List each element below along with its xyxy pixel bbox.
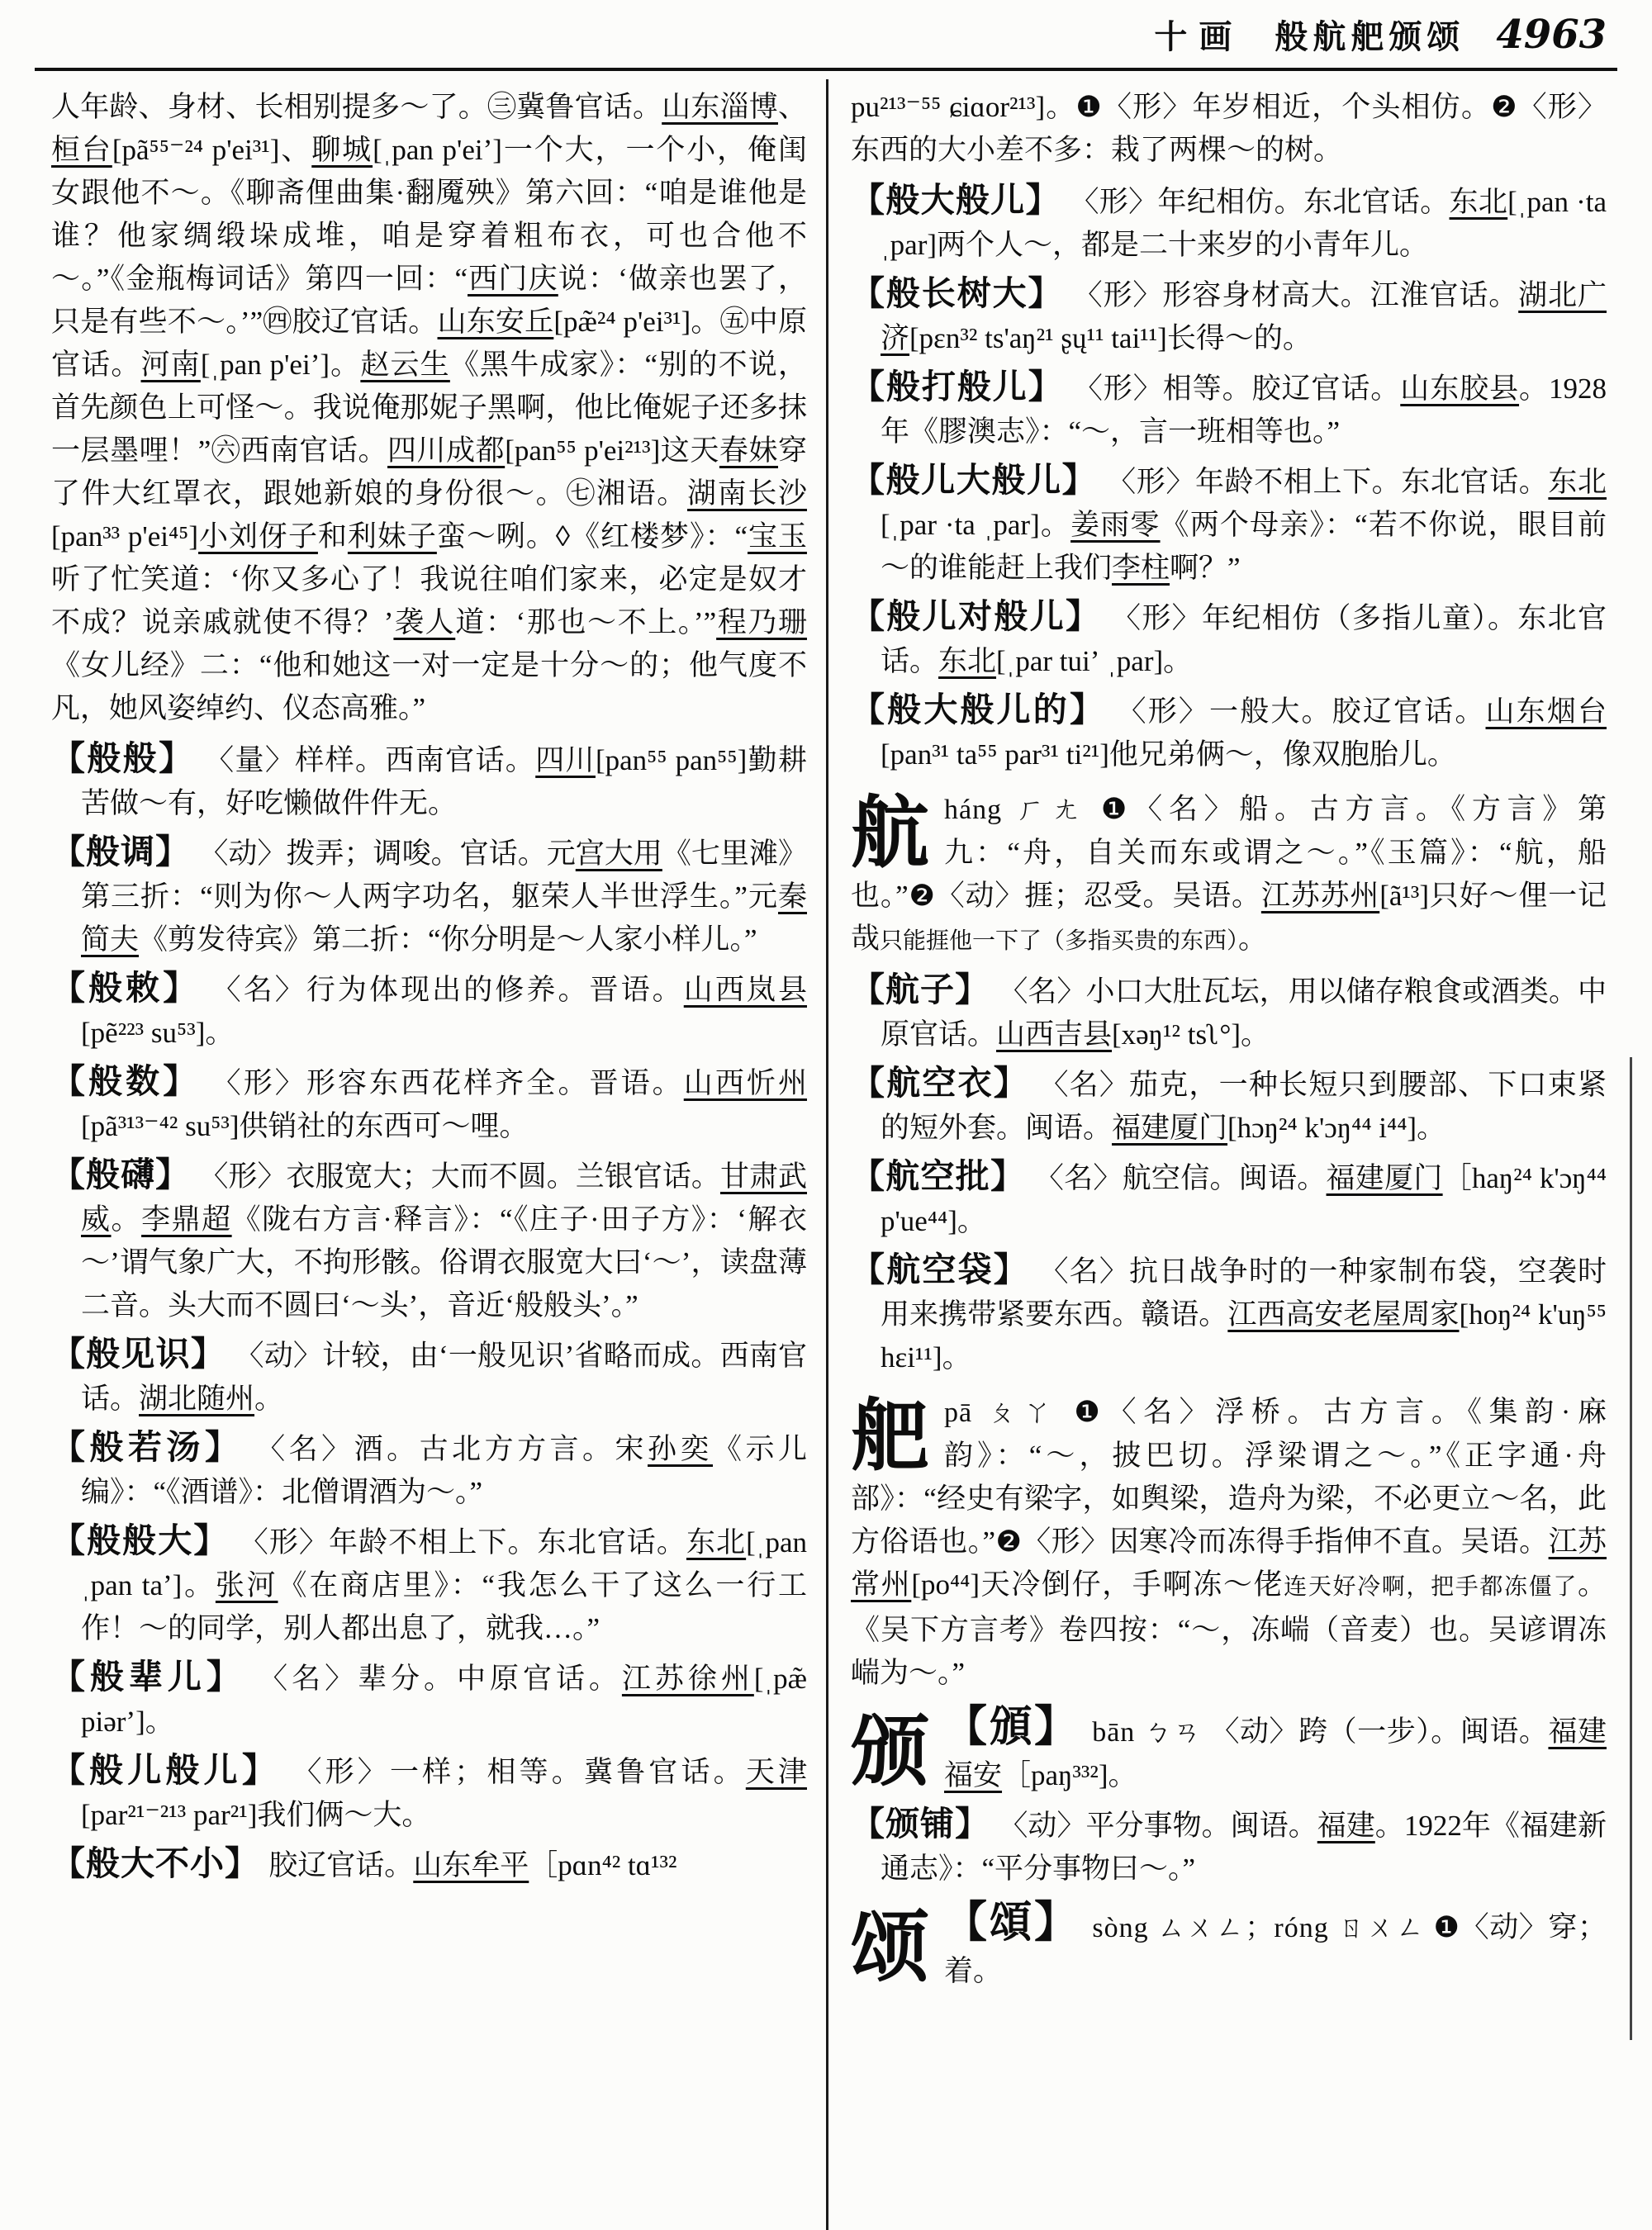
entry-head-character: 航 <box>851 790 930 877</box>
dictionary-entry <box>51 1153 807 1327</box>
dictionary-entry <box>51 737 807 825</box>
dictionary-entry <box>851 272 1607 360</box>
entry-body-text: 〈名〉辈分。中原官话。江苏徐州[ˌpæ̃ piərʼ]。 <box>81 1663 807 1738</box>
entry-headword: 【航子】 <box>851 970 999 1008</box>
dictionary-entry <box>51 1060 807 1148</box>
dictionary-entry <box>51 1655 807 1744</box>
entry-headword: 【般般大】 <box>51 1521 240 1559</box>
entry-headword: 【般礴】 <box>51 1155 200 1193</box>
entry-body-text: 〈形〉年龄不相上下。东北官话。东北[ˌpar ·ta ˌpar]。姜雨零《两个母亲》：“若不你说，眼目前～的谁能赶上我们李柱啊？” <box>881 466 1607 584</box>
entry-body-text: 〈动〉计较，由‘一般见识’省略而成。西南官话。湖北随州。 <box>81 1340 808 1415</box>
dictionary-entry <box>51 1519 807 1650</box>
entry-body-text: 〈动〉平分事物。闽语。福建。1922年《福建新通志》：“平分事物曰～。” <box>881 1810 1607 1885</box>
entry-body-text: 胶辽官话。山东牟平［pɑn⁴² tɑ¹³² <box>268 1849 677 1881</box>
entry-body-text: 〈形〉形容东西花样齐全。晋语。山西忻州[pã³¹³⁻⁴² su⁵³]供销社的东西可～哩。 <box>81 1067 807 1142</box>
entry-body-text: 〈名〉航空信。闽语。福建厦门［haŋ²⁴ k'ɔŋ⁴⁴ p'ue⁴⁴]。 <box>881 1162 1607 1237</box>
entry-variant-form: 【頒】 <box>944 1704 1093 1751</box>
column-divider <box>826 79 828 2230</box>
entry-body-text: 〈形〉形容身材高大。江淮官话。湖北广济[pɛn³² ts'aŋ²¹ ʂų¹¹ tai¹¹]长得～的。 <box>881 279 1607 354</box>
entry-headword: 【般打般儿】 <box>851 368 1074 406</box>
entry-pronunciation: sòng ㄙㄨㄥ；róng ㄖㄨㄥ <box>1092 1913 1434 1943</box>
dictionary-entry <box>851 178 1607 267</box>
dictionary-entry <box>851 688 1607 776</box>
radical-section-label: 十画 <box>1154 18 1244 55</box>
entry-body-text: 〈动〉拨弄；调唆。官话。元宫大用《七里滩》第三折：“则为你～人两字功名，躯荣人半世浮生。”元秦简夫《剪发待宾》第二折：“你分明是～人家小样儿。” <box>81 837 807 956</box>
entry-pronunciation: háng ㄏㄤ <box>944 795 1101 825</box>
dictionary-entry <box>851 365 1607 453</box>
left-column <box>51 86 807 1892</box>
entry-body-text: 〈名〉抗日战争时的一种家制布袋，空袭时用来携带紧要东西。赣语。江西高安老屋周家[hoŋ²⁴ k'uŋ⁵⁵ hɛi¹¹]。 <box>881 1255 1607 1374</box>
entry-body-text: 〈形〉一般大。胶辽官话。山东烟台[pan³¹ ta⁵⁵ par³¹ ti²¹]他兄弟俩～，像双胞胎儿。 <box>881 695 1607 771</box>
entry-body-text: 〈动〉跨（一步）。闽语。福建福安［paŋ³³²]。 <box>944 1715 1607 1791</box>
entry-headword: 【般儿大般儿】 <box>851 461 1108 499</box>
entry-headword: 【般大般儿】 <box>851 181 1070 219</box>
dictionary-entry <box>51 966 807 1055</box>
dictionary-entry <box>851 1706 1607 1797</box>
entry-body-text: 〈形〉年纪相仿（多指儿童）。东北官话。东北[ˌpar tuiʼ ˌpar]。 <box>881 602 1607 677</box>
dictionary-entry <box>51 830 807 961</box>
entry-headword: 【航空衣】 <box>851 1064 1040 1102</box>
entry-pronunciation: bān ㄅㄢ <box>1092 1717 1211 1748</box>
page-edge-line <box>1630 1057 1632 2040</box>
entry-head-character: 颁 <box>851 1708 930 1796</box>
header-rule <box>35 68 1617 71</box>
entry-body-text: 〈量〉样样。西南官话。四川[pan⁵⁵ pan⁵⁵]勤耕苦做～有，好吃懒做件件无。 <box>81 744 807 819</box>
entry-body-text: 〈名〉行为体现出的修养。晋语。山西岚县[pẽ²²³ su⁵³]。 <box>81 974 807 1049</box>
entry-headword: 【般辈儿】 <box>51 1658 259 1696</box>
dictionary-entry <box>851 788 1607 963</box>
entry-body-text: 〈名〉酒。古北方方言。宋孙奕《示儿编》：“《酒谱》：北僧谓酒为～。” <box>81 1433 807 1508</box>
dictionary-entry <box>51 1748 807 1837</box>
entry-body-text: ❶〈名〉浮桥。古方言。《集韵·麻韵》：“～，披巴切。浮梁谓之～。”《正字通·舟部》：“经史有梁字，如舆梁，造舟为梁，不必更立～名，此方俗语也。”❷〈形〉因寒冷而冻得手指伸不直。吴语。江苏常州[po⁴⁴]天冷倒仔，手啊冻～佬连天好冷啊，把手都冻僵了。《吴下方言考》卷四按：“～，冻㟨（音麦）也。吴谚谓冻㟨为～。” <box>851 1396 1607 1689</box>
entry-headword: 【般儿般儿】 <box>51 1751 293 1789</box>
dictionary-entry <box>851 1802 1607 1891</box>
entry-headword: 【般敕】 <box>51 969 212 1007</box>
dictionary-entry <box>51 86 807 730</box>
page-header <box>37 12 1615 58</box>
dictionary-entry <box>851 86 1607 172</box>
entry-body-text: ❶〈动〉穿；着。 <box>944 1911 1607 1987</box>
dictionary-entry <box>851 1902 1607 1993</box>
entry-headword: 【航空批】 <box>851 1157 1035 1195</box>
entry-headword: 【颁铺】 <box>851 1805 999 1843</box>
entry-headword: 【般数】 <box>51 1062 212 1100</box>
dictionary-entry <box>851 968 1607 1056</box>
entry-head-character: 舥 <box>851 1393 930 1480</box>
entry-body-text: pu²¹³⁻⁵⁵ ɕiɑor²¹³]。❶〈形〉年岁相近，个头相仿。❷〈形〉东西的大小差不多：栽了两棵～的树。 <box>851 91 1607 166</box>
right-column <box>851 86 1607 1998</box>
entry-headword: 【般般】 <box>51 739 206 777</box>
entry-headword: 【般见识】 <box>51 1335 235 1373</box>
entry-headword: 【般儿对般儿】 <box>851 597 1112 635</box>
dictionary-entry <box>51 1842 807 1887</box>
entry-body-text: 〈形〉相等。胶辽官话。山东胶县。1928年《膠澳志》：“～，言一班相等也。” <box>881 372 1607 448</box>
entry-body-text: 人年龄、身材、长相别提多～了。㊂冀鲁官话。山东淄博、桓台[pã⁵⁵⁻²⁴ p'ei³¹]、聊城[ˌpan p'eiʼ]一个大，一个小，俺闺女跟他不～。《聊斋俚曲集·翻魇殃》第六回：“咱是谁他是谁？他家绸缎垛成堆，咱是穿着粗布衣，可也合他不～。”《金瓶梅词话》第四一回：“西门庆说：‘做亲也罢了，只是有些不～。’”㊃胶辽官话。山东安丘[pæ̃²⁴ p'ei³¹]。㊄中原官话。河南[ˌpan p'eiʼ]。赵云生《黑牛成家》：“别的不说，首先颜色上可怪～。我说俺那妮子黑啊，他比俺妮子还多抹一层墨哩！”㊅西南官话。四川成都[pan⁵⁵ p'ei²¹³]这天春妹穿了件大红罩衣，跟她新娘的身份很～。㊆湘语。湖南长沙[pan³³ p'ei⁴⁵]小刘伢子和利妹子蛮～咧。◊《红楼梦》：“宝玉听了忙笑道：‘你又多心了！我说往咱们家来，必定是奴才不成？说亲戚就使不得？’袭人道：‘那也～不上。’”程乃珊《女儿经》二：“他和她这一对一定是十分～的；他气度不凡，她风姿绰约、仪态高雅。” <box>51 91 807 724</box>
page-number: 4963 <box>1496 12 1607 58</box>
dictionary-entry <box>851 1391 1607 1695</box>
entry-head-character: 颂 <box>851 1904 930 1991</box>
entry-headword: 【般调】 <box>51 833 200 871</box>
entry-headword: 【般大般儿的】 <box>851 690 1118 728</box>
entry-body-text: 〈形〉年龄不相上下。东北官话。东北[ˌpan ˌpan taʼ]。张河《在商店里》：“我怎么干了这么一行工作！～的同学，别人都出息了，就我…。” <box>81 1526 807 1644</box>
entry-body-text: 〈名〉茄克，一种长短只到腰部、下口束紧的短外套。闽语。福建厦门[hɔŋ²⁴ k'ɔŋ⁴⁴ i⁴⁴]。 <box>881 1069 1607 1144</box>
entry-body-text: 〈形〉年纪相仿。东北官话。东北[ˌpan ·ta ˌpar]两个人～，都是二十来岁的小青年儿。 <box>881 186 1607 261</box>
dictionary-entry <box>851 1248 1607 1379</box>
section-characters-label: 般航舥颁颂 <box>1275 18 1465 55</box>
entry-headword: 【般大不小】 <box>51 1844 269 1882</box>
entry-headword: 【般长树大】 <box>851 274 1074 312</box>
dictionary-entry <box>851 458 1607 590</box>
entry-headword: 【般若汤】 <box>51 1428 257 1466</box>
dictionary-entry <box>51 1332 807 1421</box>
entry-body-text: ❶〈名〉船。古方言。《方言》第九：“舟，自关而东或谓之～。”《玉篇》：“航，船也。”❷〈动〉捱；忍受。吴语。江苏苏州[ã¹³]只好～俚一记哉只能捱他一下了（多指买贵的东西）。 <box>851 793 1607 955</box>
entry-headword: 【航空袋】 <box>851 1250 1040 1288</box>
dictionary-entry <box>851 1155 1607 1243</box>
dictionary-entry <box>851 1061 1607 1150</box>
entry-body-text: 〈形〉衣服宽大；大而不圆。兰银官话。甘肃武威。李鼎超《陇右方言·释言》：“《庄子·田子方》：‘解衣～’谓气象广大，不拘形骸。俗谓衣服宽大曰‘～’，读盘薄二音。头大而不圆曰‘～头’，音近‘般般头’。” <box>81 1160 807 1321</box>
entry-body-text: 〈名〉小口大肚瓦坛，用以储存粮食或酒类。中原官话。山西吉县[xəŋ¹² tsʅ°]。 <box>881 975 1607 1051</box>
dictionary-entry <box>851 595 1607 683</box>
dictionary-entry <box>51 1426 807 1514</box>
entry-variant-form: 【頌】 <box>944 1900 1093 1947</box>
entry-body-text: 〈形〉一样；相等。冀鲁官话。天津[par²¹⁻²¹³ par²¹]我们俩～大。 <box>81 1756 807 1831</box>
entry-pronunciation: pā ㄆㄚ <box>944 1397 1075 1428</box>
